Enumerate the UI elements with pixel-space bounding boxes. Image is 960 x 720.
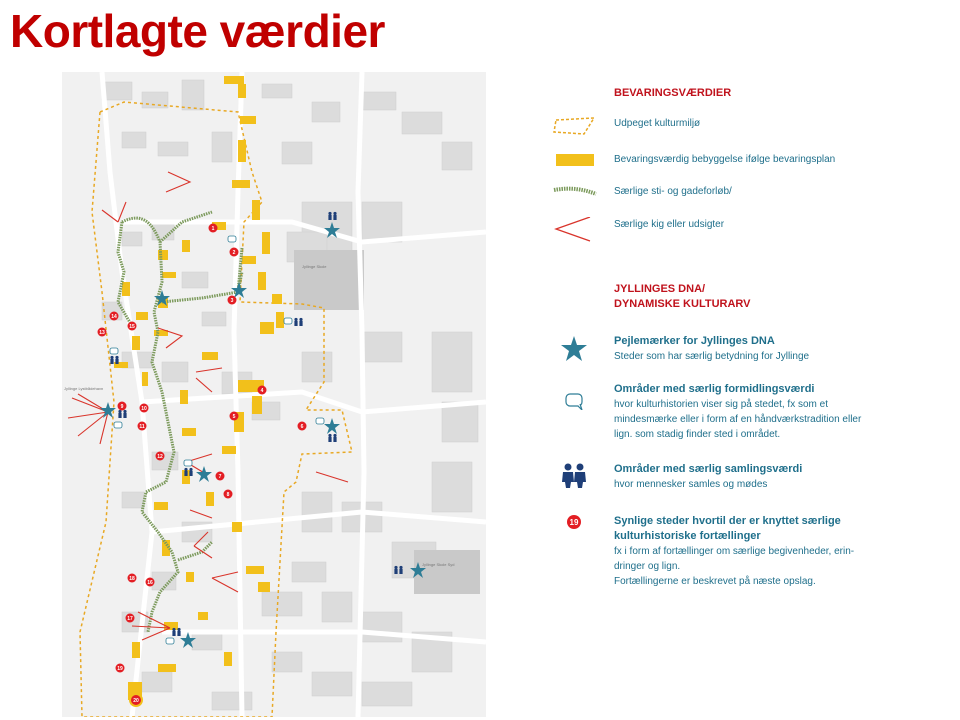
legend-title: Synlige steder hvortil der er knyttet særlige	[614, 515, 841, 527]
legend-title: kulturhistoriske fortællinger	[614, 530, 761, 542]
story-marker[interactable]	[146, 578, 155, 587]
legend-desc: mindesmærke eller i form af en håndværkstradition eller	[614, 414, 862, 425]
legend-label: Særlige sti- og gadeforløb/	[614, 186, 732, 197]
legend-heading-preservation: BEVARINGSVÆRDIER	[614, 87, 732, 99]
story-marker-number: 19	[117, 666, 123, 672]
story-marker-number: 12	[157, 454, 163, 460]
story-marker[interactable]	[126, 614, 135, 623]
story-marker-number: 2	[232, 250, 236, 256]
story-marker-number: 3	[230, 298, 234, 304]
legend-label: Særlige kig eller udsigter	[614, 219, 725, 230]
story-marker-number: 15	[129, 324, 135, 330]
story-marker[interactable]	[98, 328, 107, 337]
story-marker-number: 5	[232, 414, 236, 420]
legend-desc: lign. som stadig finder sted i området.	[614, 429, 781, 440]
legend-heading-cultural-heritage: DYNAMISKE KULTURARV	[614, 298, 751, 310]
building-block-icon	[550, 152, 598, 180]
school-north-building	[294, 250, 364, 310]
star-icon	[324, 418, 340, 434]
story-marker[interactable]	[138, 422, 147, 431]
story-marker-number: 6	[300, 424, 304, 430]
story-marker[interactable]	[128, 322, 137, 331]
story-marker[interactable]	[156, 452, 165, 461]
story-marker-number: 1	[211, 226, 215, 232]
green-path-icon	[550, 184, 598, 212]
people-icon	[550, 462, 598, 490]
boundary-dashed-icon	[550, 116, 598, 144]
special-paths	[118, 212, 242, 632]
story-marker[interactable]	[116, 664, 125, 673]
story-marker[interactable]	[128, 574, 137, 583]
red-number-marker-icon	[550, 514, 598, 542]
story-marker[interactable]	[258, 386, 267, 395]
story-marker[interactable]	[230, 412, 239, 421]
star-icon	[196, 466, 212, 482]
story-marker[interactable]	[118, 402, 127, 411]
story-marker-number: 13	[99, 330, 105, 336]
legend-desc: hvor mennesker samles og mødes	[614, 479, 768, 490]
harbor-label: Jyllinge Lystbådehavn	[64, 386, 104, 391]
story-marker[interactable]	[216, 472, 225, 481]
story-marker-number: 10	[141, 406, 147, 412]
story-marker[interactable]	[209, 224, 218, 233]
story-marker-number: 4	[260, 388, 264, 394]
roads	[102, 72, 486, 717]
story-marker[interactable]	[130, 694, 142, 706]
story-marker-number: 18	[129, 576, 135, 582]
school-north-label: Jyllinge Skole	[302, 264, 327, 269]
legend-desc: dringer og lign.	[614, 561, 681, 572]
legend-marker-number: 19	[569, 518, 579, 527]
story-marker[interactable]	[140, 404, 149, 413]
school-south-label: Jyllinge Skole Syd	[422, 562, 455, 567]
legend-title: Pejlemærker for Jyllinges DNA	[614, 335, 775, 347]
legend-desc: hvor kulturhistorien viser sig på stedet, fx som et	[614, 399, 828, 410]
legend-heading-dna: JYLLINGES DNA/	[614, 283, 706, 295]
legend-label: Udpeget kulturmiljø	[614, 118, 701, 129]
story-marker[interactable]	[110, 312, 119, 321]
legend-title: Områder med særlig formidlingsværdi	[614, 383, 815, 395]
legend-label: Bevaringsværdig bebyggelse ifølge bevaringsplan	[614, 154, 836, 165]
speech-bubble-icon	[550, 382, 598, 410]
page-title: Kortlagte værdier	[10, 5, 385, 57]
star-icon	[550, 334, 598, 362]
story-marker-number: 8	[226, 492, 230, 498]
map-canvas	[62, 72, 486, 717]
story-marker-number: 14	[111, 314, 117, 320]
story-marker-number: 9	[120, 404, 124, 410]
story-marker-number: 11	[139, 424, 145, 430]
story-marker-number: 7	[218, 474, 222, 480]
legend-panel	[550, 72, 950, 712]
story-marker[interactable]	[298, 422, 307, 431]
story-marker[interactable]	[224, 490, 233, 499]
story-marker-number: 17	[127, 616, 133, 622]
story-marker[interactable]	[230, 248, 239, 257]
story-marker[interactable]	[228, 296, 237, 305]
school-south-building	[414, 550, 480, 594]
legend-title: Områder med særlig samlingsværdi	[614, 463, 803, 475]
legend-desc: fx i form af fortællinger om særlige begivenheder, erin-	[614, 546, 855, 557]
map-view[interactable]	[62, 72, 486, 717]
sight-lines-icon	[550, 217, 598, 245]
story-marker-number: 16	[147, 580, 153, 586]
speech-bubble-icons	[110, 236, 324, 644]
legend-desc: Fortællingerne er beskrevet på næste opslag.	[614, 576, 816, 587]
legend-desc: Steder som har særlig betydning for Jyllinge	[614, 351, 810, 362]
story-marker-number: 20	[133, 698, 139, 704]
